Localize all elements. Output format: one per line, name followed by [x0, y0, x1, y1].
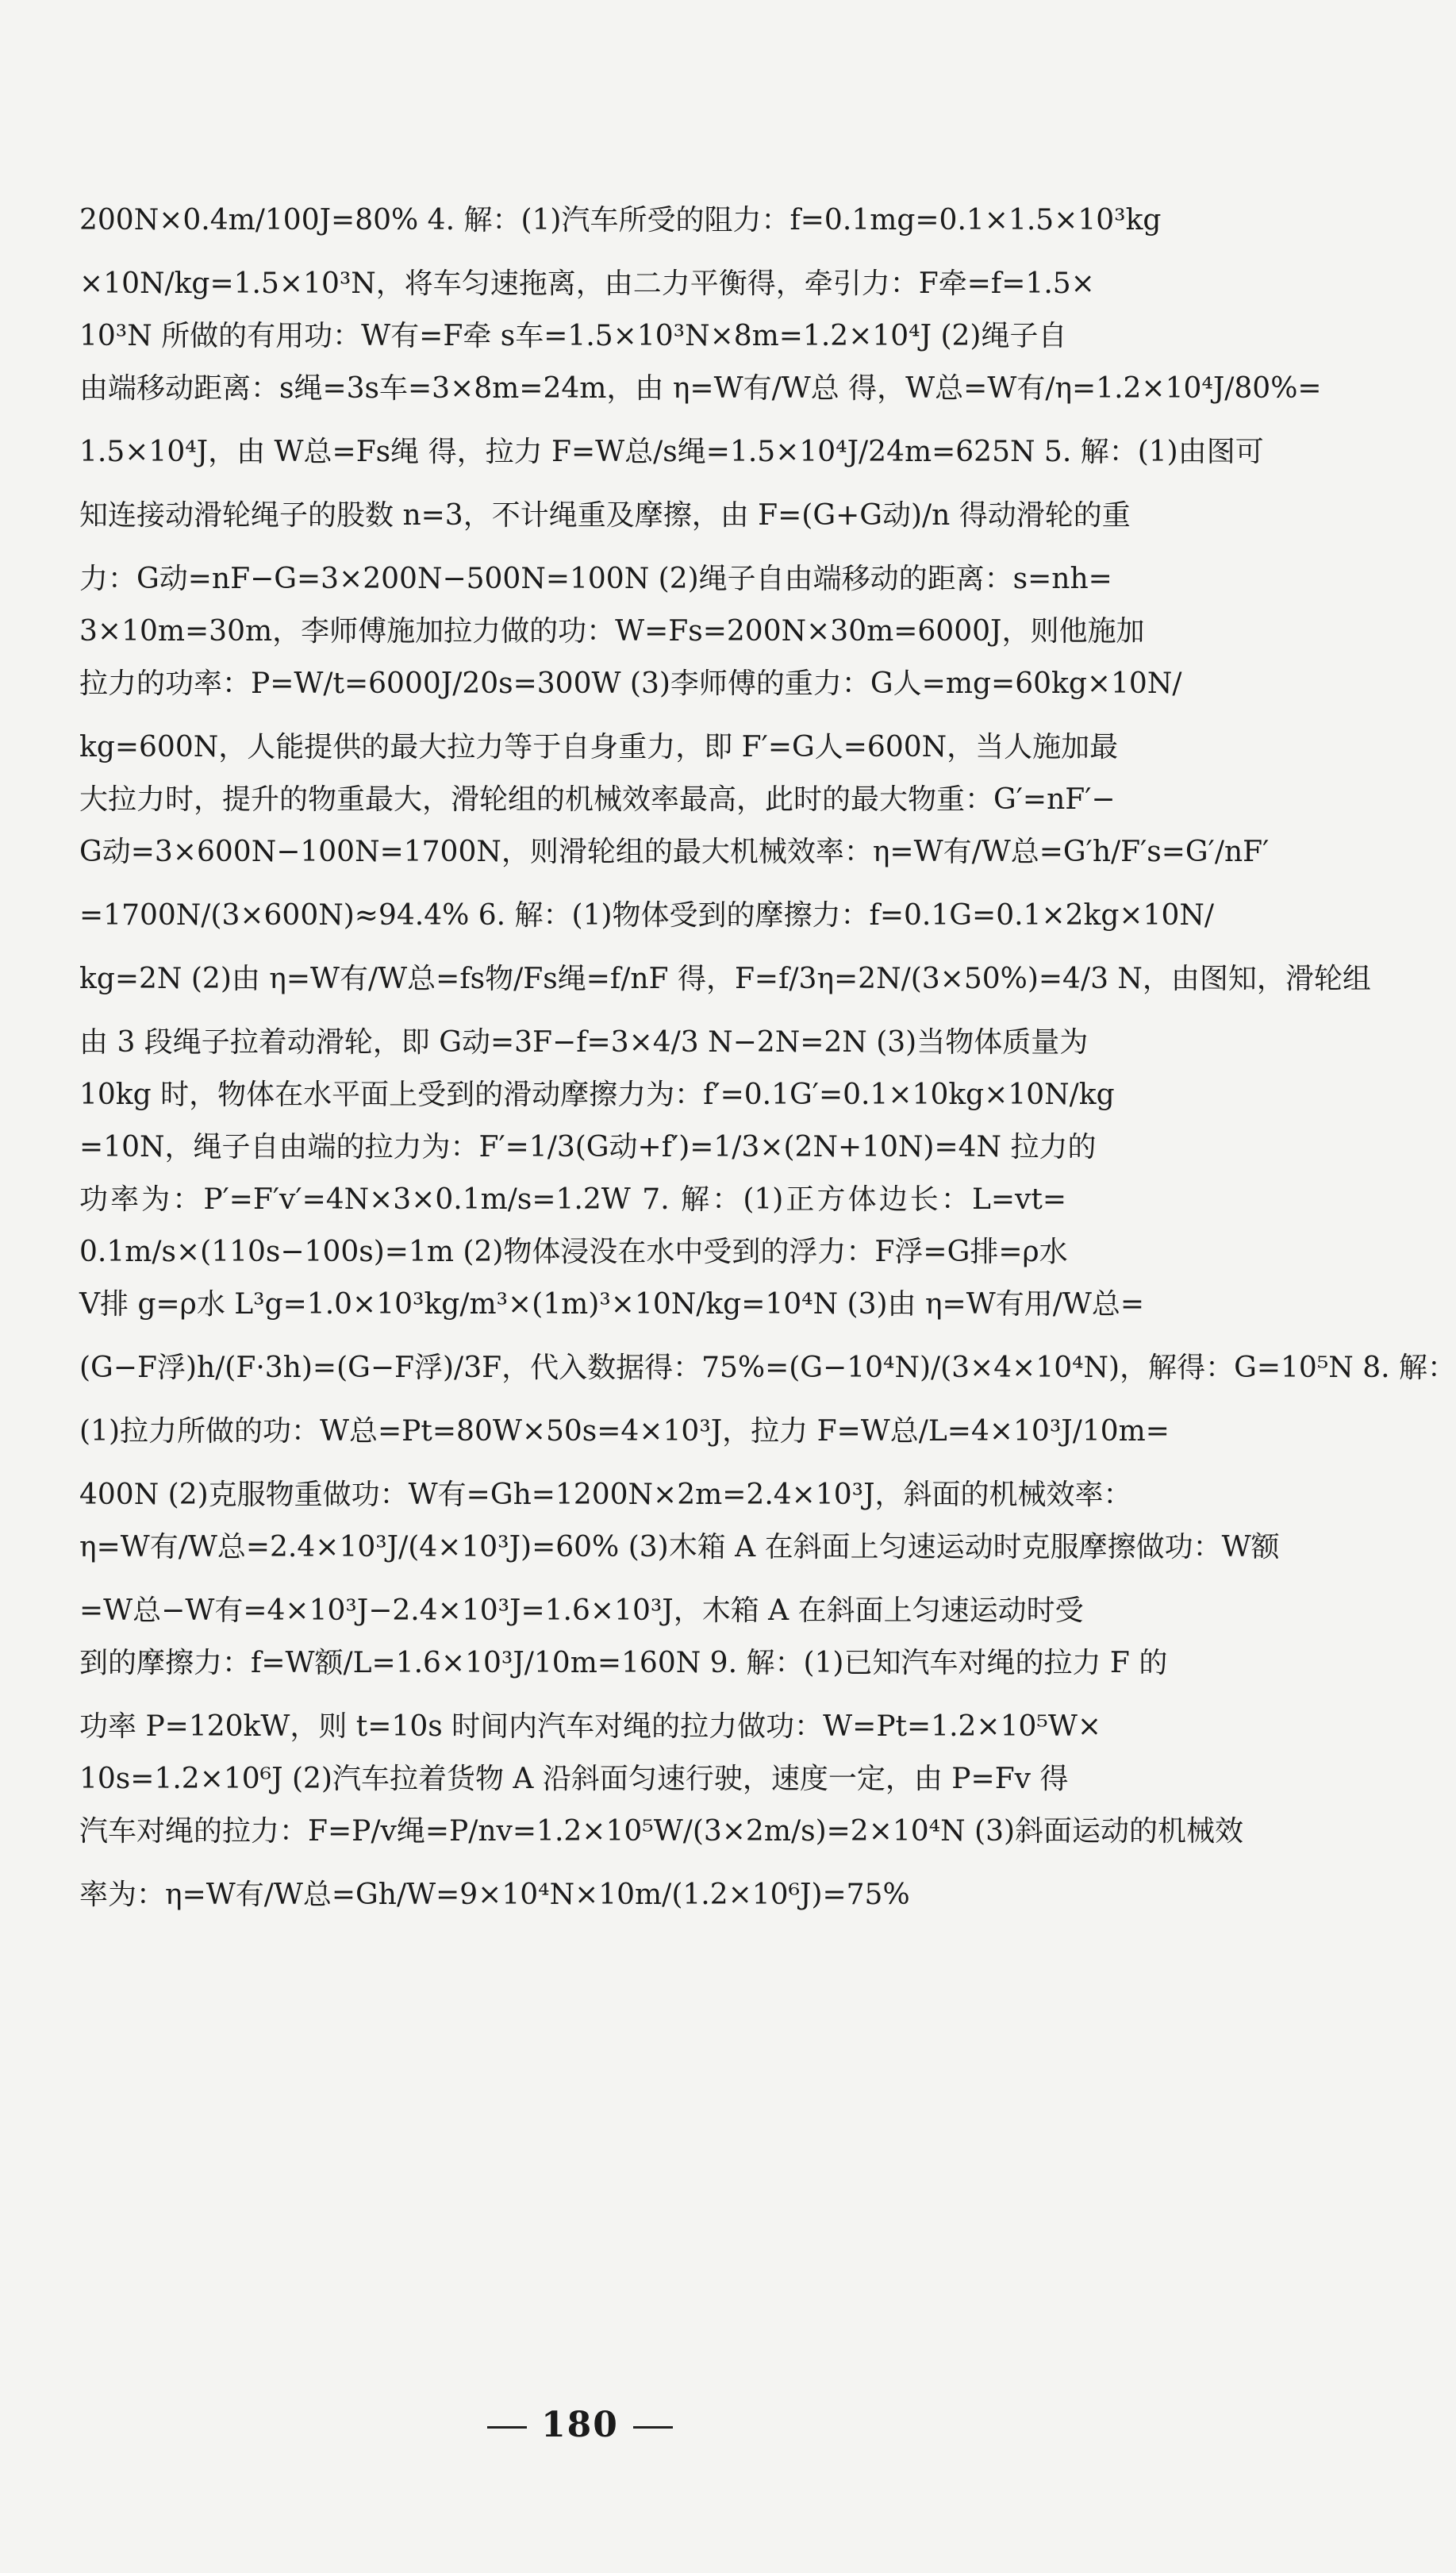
text-line: 功率 P=120kW，则 t=10s 时间内汽车对绳的拉力做功：W=Pt=1.2×10⁵W× — [79, 1710, 1102, 1743]
text-line: 由端移动距离：s绳=3s车=3×8m=24m，由 η=W有/W总 得，W总=W有/η=1.2×10⁴J/80%= — [79, 372, 1322, 405]
answer-text — [79, 204, 1456, 1911]
text-line: 10³N 所做的有用功：W有=F牵 s车=1.5×10³N×8m=1.2×10⁴J (2)绳子自 — [79, 320, 1067, 352]
text-line: kg=2N (2)由 η=W有/W总=fs物/Fs绳=f/nF 得，F=f/3η=2N/(3×50%)=4/3 N，由图知，滑轮组 — [79, 963, 1371, 995]
text-line: V排 g=ρ水 L³g=1.0×10³kg/m³×(1m)³×10N/kg=10⁴N (3)由 η=W有用/W总= — [79, 1288, 1145, 1321]
text-line: (G−F浮)h/(F·3h)=(G−F浮)/3F，代入数据得：75%=(G−10⁴N)/(3×4×10⁴N)，解得：G=10⁵N 8. 解： — [79, 1352, 1456, 1384]
text-line: 率为：η=W有/W总=Gh/W=9×10⁴N×10m/(1.2×10⁶J)=75% — [79, 1879, 910, 1911]
text-line: kg=600N，人能提供的最大拉力等于自身重力，即 F′=G人=600N，当人施加最 — [79, 731, 1119, 763]
text-line: 拉力的功率：P=W/t=6000J/20s=300W (3)李师傅的重力：G人=mg=60kg×10N/ — [79, 667, 1182, 700]
text-line: (1)拉力所做的功：W总=Pt=80W×50s=4×10³J，拉力 F=W总/L=4×10³J/10m= — [79, 1415, 1170, 1448]
text-line: 400N (2)克服物重做功：W有=Gh=1200N×2m=2.4×10³J，斜面的机械效率： — [79, 1479, 1132, 1511]
text-line: =W总−W有=4×10³J−2.4×10³J=1.6×10³J，木箱 A 在斜面上匀速运动时受 — [79, 1594, 1084, 1627]
text-line: 10kg 时，物体在水平面上受到的滑动摩擦力为：f′=0.1G′=0.1×10kg×10N/kg — [79, 1079, 1115, 1111]
text-line: G动=3×600N−100N=1700N，则滑轮组的最大机械效率：η=W有/W总=G′h/F′s=G′/nF′ — [79, 836, 1270, 868]
text-line: 200N×0.4m/100J=80% 4. 解：(1)汽车所受的阻力：f=0.1mg=0.1×1.5×10³kg — [79, 204, 1162, 237]
text-line: ×10N/kg=1.5×10³N，将车匀速拖离，由二力平衡得，牵引力：F牵=f=1.5× — [79, 267, 1095, 300]
text-line: 由 3 段绳子拉着动滑轮，即 G动=3F−f=3×4/3 N−2N=2N (3)当物体质量为 — [79, 1026, 1089, 1059]
text-line: 0.1m/s×(110s−100s)=1m (2)物体浸没在水中受到的浮力：F浮=G排=ρ水 — [79, 1236, 1068, 1268]
page-number-dash-left — [487, 2426, 527, 2429]
text-line: 功率为：P′=F′v′=4N×3×0.1m/s=1.2W 7. 解：(1)正方体边长：L=vt= — [79, 1183, 1066, 1216]
page-number-dash-right — [633, 2426, 673, 2429]
text-line: 汽车对绳的拉力：F=P/v绳=P/nv=1.2×10⁵W/(3×2m/s)=2×10⁴N (3)斜面运动的机械效 — [79, 1815, 1244, 1848]
text-line: 10s=1.2×10⁶J (2)汽车拉着货物 A 沿斜面匀速行驶，速度一定，由 P=Fv 得 — [79, 1763, 1069, 1795]
text-line: 到的摩擦力：f=W额/L=1.6×10³J/10m=160N 9. 解：(1)已知汽车对绳的拉力 F 的 — [79, 1647, 1168, 1679]
text-line: 3×10m=30m，李师傅施加拉力做的功：W=Fs=200N×30m=6000J，则他施加 — [79, 615, 1145, 648]
text-line: =1700N/(3×600N)≈94.4% 6. 解：(1)物体受到的摩擦力：f=0.1G=0.1×2kg×10N/ — [79, 899, 1214, 932]
text-line: η=W有/W总=2.4×10³J/(4×10³J)=60% (3)木箱 A 在斜面上匀速运动时克服摩擦做功：W额 — [79, 1531, 1280, 1563]
text-line: =10N，绳子自由端的拉力为：F′=1/3(G动+f′)=1/3×(2N+10N)=4N 拉力的 — [79, 1131, 1097, 1163]
page-number-text: 180 — [541, 2405, 619, 2445]
text-line: 力：G动=nF−G=3×200N−500N=100N (2)绳子自由端移动的距离：s=nh= — [79, 563, 1112, 595]
text-line: 大拉力时，提升的物重最大，滑轮组的机械效率最高，此时的最大物重：G′=nF′− — [79, 783, 1116, 816]
text-line: 1.5×10⁴J，由 W总=Fs绳 得，拉力 F=W总/s绳=1.5×10⁴J/24m=625N 5. 解：(1)由图可 — [79, 436, 1264, 468]
page-number — [0, 2405, 1160, 2445]
text-line: 知连接动滑轮绳子的股数 n=3，不计绳重及摩擦，由 F=(G+G动)/n 得动滑轮的重 — [79, 499, 1131, 532]
